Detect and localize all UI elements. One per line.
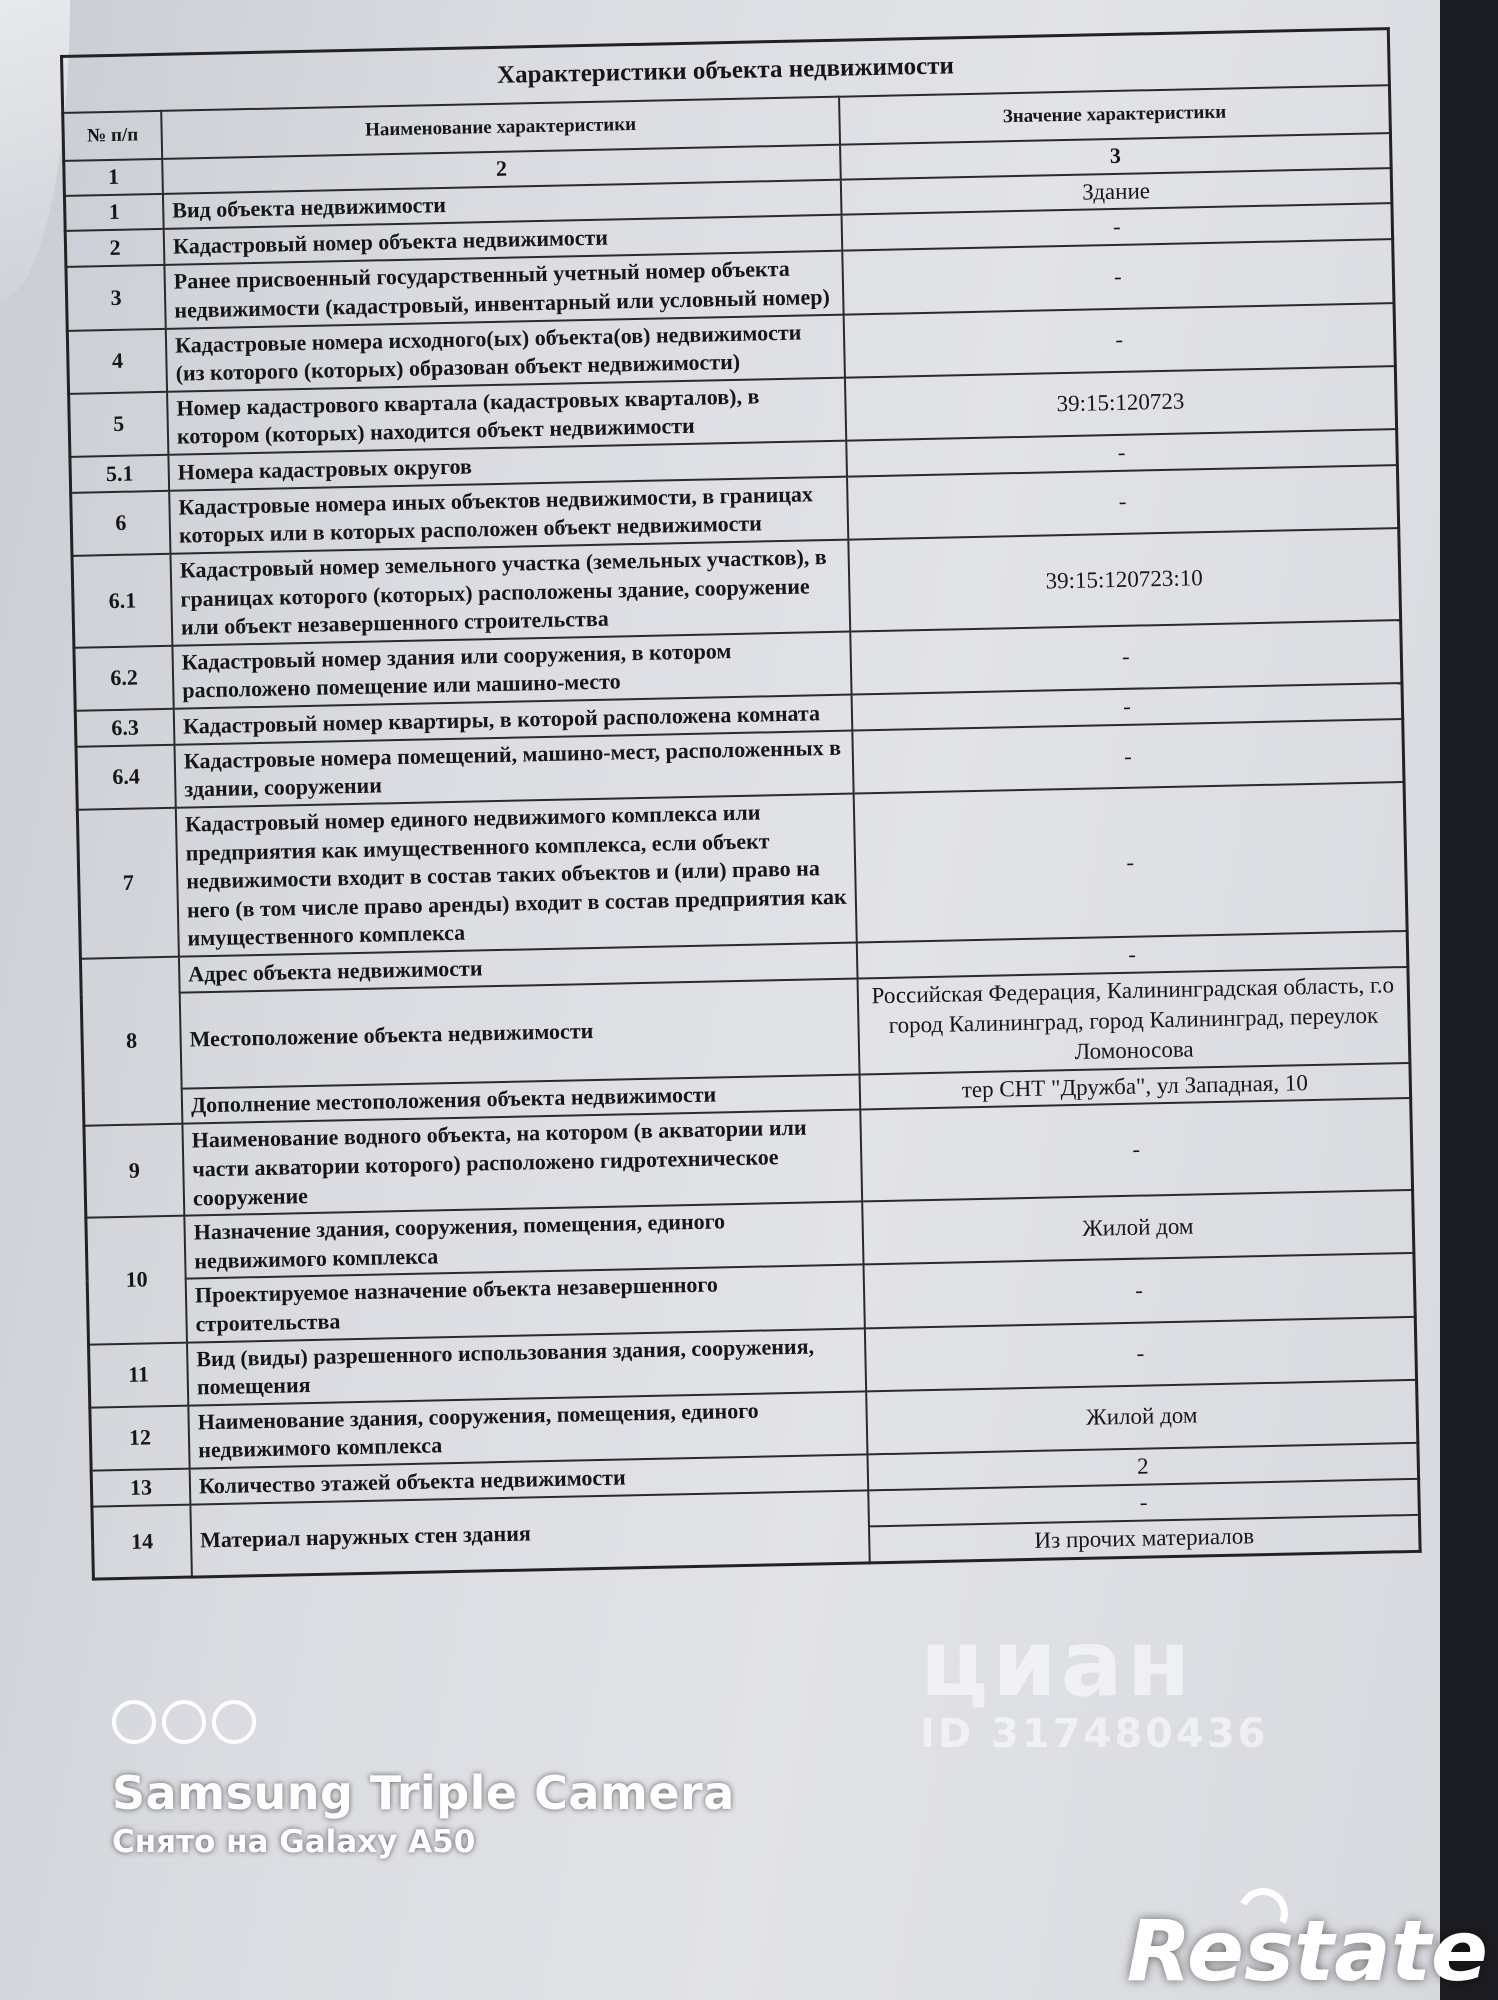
row-value: 39:15:120723:10 xyxy=(848,528,1400,631)
row-num: 2 xyxy=(65,229,164,267)
row-value: 39:15:120723 xyxy=(845,366,1397,441)
purpose-value: Жилой дом xyxy=(862,1190,1414,1265)
triple-camera-icon xyxy=(112,1700,735,1744)
row-value: Из прочих материалов xyxy=(869,1515,1420,1563)
supplement-value: тер СНТ "Дружба", ул Западная, 10 xyxy=(860,1063,1411,1110)
address-value: - xyxy=(857,931,1408,978)
row-num: 13 xyxy=(91,1469,190,1507)
row-value: - xyxy=(842,240,1394,315)
column-number: 3 xyxy=(840,133,1391,179)
projected-name: Проектируемое назначение объекта незавершенного строительства xyxy=(186,1265,865,1342)
row-value: - xyxy=(846,429,1397,476)
row-name: Кадастровый номер здания или сооружения, в котором расположено помещение или машино-место xyxy=(172,631,851,708)
property-document xyxy=(60,27,1452,1581)
row-name: Номер кадастрового квартала (кадастровых кварталов), в котором (которых) находится объект недвижимости xyxy=(167,377,846,454)
row-name: Номера кадастровых округов xyxy=(168,441,847,491)
document-title: Характеристики объекта недвижимости xyxy=(62,29,1390,113)
row-value: Жилой дом xyxy=(866,1380,1418,1455)
cian-logo: циан xyxy=(920,1610,1195,1717)
row-name: Ранее присвоенный государственный учетный номер объекта недвижимости (кадастровый, инвентарный или условный номер) xyxy=(164,251,843,328)
row-num: 10 xyxy=(86,1216,187,1344)
row-num: 6 xyxy=(71,491,171,556)
header-num: № п/п xyxy=(63,111,162,161)
row-num: 6.3 xyxy=(75,709,174,747)
address-name: Адрес объекта недвижимости xyxy=(179,943,858,993)
row-num: 5 xyxy=(69,392,169,457)
row-name: Кадастровый номер единого недвижимого комплекса или предприятия как имущественного комплекса, если объект недвижимости входит в состав таких объектов и (или) право на него (в том числе право аренды) входит в состав предприятия как имущественного комплекса xyxy=(176,794,857,957)
row-num: 4 xyxy=(67,328,167,393)
location-value: Российская Федерация, Калининградская область, г.о город Калининград, город Калининград, переулок Ломоносова xyxy=(858,967,1410,1074)
table-row xyxy=(77,782,1407,959)
supplement-name: Дополнение местоположения объекта недвижимости xyxy=(182,1074,861,1124)
row-name: Кадастровые номера иных объектов недвижимости, в границах которых или в которых расположен объект недвижимости xyxy=(169,476,848,553)
row-value: - xyxy=(852,719,1404,794)
row-value: - xyxy=(860,1098,1412,1201)
column-number: 2 xyxy=(162,145,841,194)
restate-logo: Restate xyxy=(1126,1902,1488,2000)
row-num: 1 xyxy=(64,193,163,231)
row-name: Кадастровые номера исходного(ых) объекта(ов) недвижимости (из которого (которых) образован объект недвижимости) xyxy=(166,314,845,391)
row-value: - xyxy=(854,782,1407,942)
purpose-name: Назначение здания, сооружения, помещения, единого недвижимого комплекса xyxy=(184,1202,863,1279)
row-num: 9 xyxy=(84,1124,184,1218)
cian-watermark xyxy=(920,1610,1269,1757)
row-name: Количество этажей объекта недвижимости xyxy=(190,1454,869,1504)
row-name: Наименование здания, сооружения, помещения, единого недвижимого комплекса xyxy=(188,1391,867,1468)
row-value: - xyxy=(847,465,1399,540)
camera-overlay xyxy=(112,1700,735,1860)
header-name: Наименование характеристики xyxy=(161,97,840,159)
row-num: 5.1 xyxy=(70,455,169,493)
row-name: Кадастровый номер квартиры, в которой расположена комната xyxy=(174,695,853,745)
row-num: 6.1 xyxy=(72,554,172,648)
cian-listing-id: ID 317480436 xyxy=(920,1711,1269,1757)
row-num: 3 xyxy=(66,265,166,330)
row-name: Материал наружных стен здания xyxy=(190,1490,869,1576)
location-name: Местоположение объекта недвижимости xyxy=(180,978,860,1088)
row-value: Здание xyxy=(841,168,1392,215)
row-value: - xyxy=(850,620,1402,695)
row-num: 8 xyxy=(80,957,182,1126)
row-num: 14 xyxy=(92,1504,192,1578)
row-value: - xyxy=(868,1479,1419,1526)
camera-subtitle: Снято на Galaxy A50 xyxy=(112,1824,476,1860)
row-name: Кадастровый номер объекта недвижимости xyxy=(164,215,843,265)
row-num: 12 xyxy=(90,1405,190,1470)
header-value: Значение характеристики xyxy=(839,85,1390,145)
row-num: 6.2 xyxy=(74,646,174,711)
row-value: - xyxy=(865,1317,1417,1392)
row-name: Кадастровые номера помещений, машино-мест, расположенных в здании, сооружении xyxy=(174,730,853,807)
row-num: 7 xyxy=(77,808,179,959)
row-value: - xyxy=(844,303,1396,378)
row-num: 11 xyxy=(89,1342,189,1407)
row-num: 6.4 xyxy=(76,745,176,810)
row-name: Вид (виды) разрешенного использования здания, сооружения, помещения xyxy=(187,1328,866,1405)
property-characteristics-table xyxy=(60,27,1422,1580)
row-name: Вид объекта недвижимости xyxy=(163,179,842,229)
projected-value: - xyxy=(864,1253,1416,1328)
column-number: 1 xyxy=(64,159,163,196)
page-curl xyxy=(0,0,70,300)
row-name: Кадастровый номер земельного участка (земельных участков), в границах которого (которых) расположены здание, сооружение или объект незавершенного строительства xyxy=(170,540,850,646)
row-name: Наименование водного объекта, на котором (в акватории или части акватории которого) расположено гидротехническое сооружение xyxy=(182,1110,862,1216)
camera-title: Samsung Triple Camera xyxy=(112,1766,735,1820)
row-value: 2 xyxy=(867,1443,1418,1490)
row-value: - xyxy=(842,204,1393,251)
row-value: - xyxy=(852,683,1403,730)
